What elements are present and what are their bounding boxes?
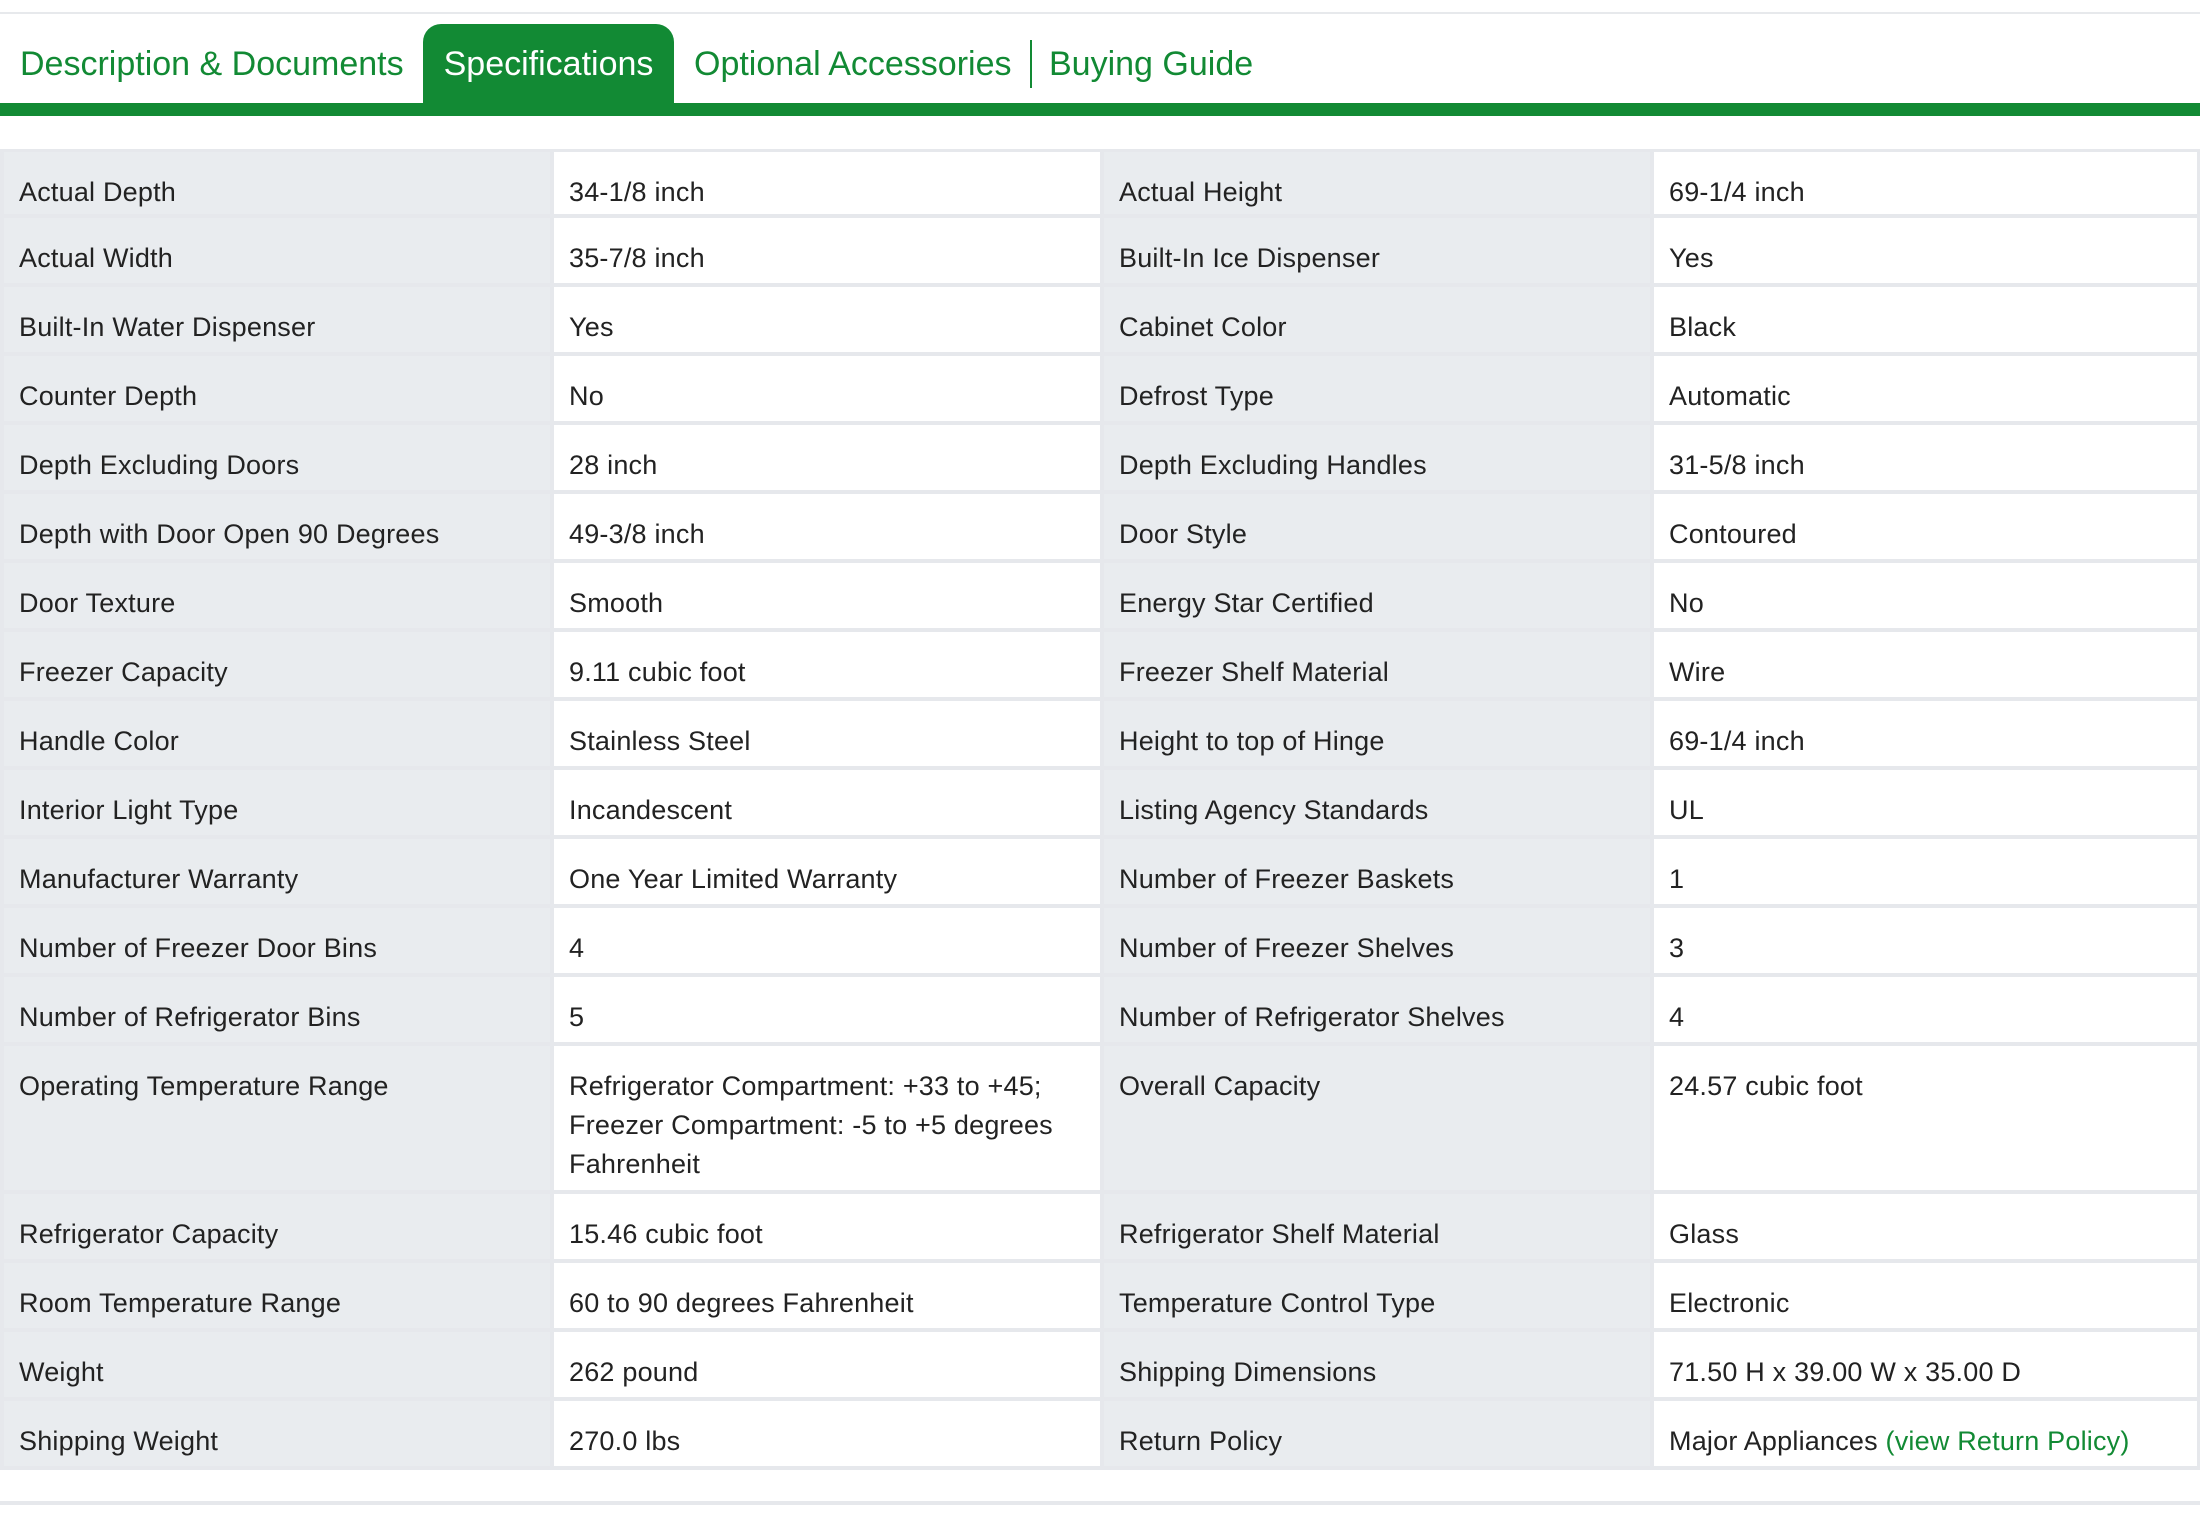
spec-value-text: No xyxy=(1669,588,1704,618)
spec-label-text: Number of Freezer Baskets xyxy=(1119,864,1455,894)
spec-label xyxy=(1100,287,1650,356)
spec-label xyxy=(1100,218,1650,287)
spec-value xyxy=(550,1263,1100,1332)
spec-label-text: Actual Depth xyxy=(19,177,176,207)
spec-row xyxy=(0,1263,2200,1332)
spec-value xyxy=(1650,218,2200,287)
spec-label xyxy=(1100,1194,1650,1263)
spec-value xyxy=(1650,563,2200,632)
spec-row xyxy=(0,1401,2200,1470)
spec-label-text: Built-In Ice Dispenser xyxy=(1119,243,1381,273)
spec-label-text: Actual Height xyxy=(1119,177,1283,207)
spec-value-text: 71.50 H x 39.00 W x 35.00 D xyxy=(1669,1357,2022,1387)
spec-value xyxy=(1650,1263,2200,1332)
spec-label xyxy=(0,1401,550,1470)
tab-underline-bar xyxy=(0,103,2200,116)
spec-value xyxy=(1650,632,2200,701)
spec-value xyxy=(550,839,1100,908)
spec-row xyxy=(0,149,2200,218)
spec-row xyxy=(0,632,2200,701)
spec-value-text: Wire xyxy=(1669,657,1726,687)
spec-label-text: Return Policy xyxy=(1119,1426,1283,1456)
spec-label xyxy=(1100,356,1650,425)
spec-label xyxy=(0,632,550,701)
spec-value xyxy=(1650,356,2200,425)
spec-value-text: One Year Limited Warranty xyxy=(569,864,898,894)
spec-value-text: Yes xyxy=(569,312,614,342)
spec-label-text: Depth Excluding Handles xyxy=(1119,450,1427,480)
spec-label xyxy=(1100,1046,1650,1194)
spec-value xyxy=(550,1194,1100,1263)
spec-label-text: Door Style xyxy=(1119,519,1248,549)
spec-label xyxy=(1100,701,1650,770)
spec-label xyxy=(0,563,550,632)
spec-label-text: Door Texture xyxy=(19,588,176,618)
spec-row xyxy=(0,218,2200,287)
spec-value-text: Smooth xyxy=(569,588,664,618)
spec-value xyxy=(550,425,1100,494)
spec-value xyxy=(550,977,1100,1046)
spec-label xyxy=(0,839,550,908)
spec-value xyxy=(1650,908,2200,977)
spec-label-text: Counter Depth xyxy=(19,381,198,411)
spec-value-text: 49-3/8 inch xyxy=(569,519,705,549)
bottom-divider xyxy=(0,1501,2200,1505)
spec-label-text: Operating Temperature Range xyxy=(19,1071,389,1101)
spec-value xyxy=(550,287,1100,356)
spec-label xyxy=(0,1263,550,1332)
spec-value-text: Black xyxy=(1669,312,1737,342)
tab-buying-guide[interactable]: Buying Guide xyxy=(1049,45,1254,83)
spec-value xyxy=(550,1332,1100,1401)
spec-label xyxy=(1100,494,1650,563)
spec-label xyxy=(0,908,550,977)
tab-specifications[interactable]: Specifications xyxy=(423,24,674,104)
spec-value-text: 34-1/8 inch xyxy=(569,177,705,207)
spec-row xyxy=(0,770,2200,839)
spec-value-text: 24.57 cubic foot xyxy=(1669,1071,1863,1101)
spec-label-text: Overall Capacity xyxy=(1119,1071,1321,1101)
spec-value-text: 28 inch xyxy=(569,450,658,480)
spec-label-text: Number of Freezer Shelves xyxy=(1119,933,1455,963)
spec-value-text: 5 xyxy=(569,1002,585,1032)
spec-value xyxy=(1650,1401,2200,1470)
spec-row xyxy=(0,977,2200,1046)
top-divider xyxy=(0,12,2200,14)
spec-value xyxy=(550,356,1100,425)
spec-value xyxy=(1650,425,2200,494)
spec-value-text: Stainless Steel xyxy=(569,726,751,756)
spec-label xyxy=(0,1046,550,1194)
spec-value-text: Yes xyxy=(1669,243,1714,273)
tab-divider xyxy=(1030,40,1032,88)
tab-description-documents[interactable]: Description & Documents xyxy=(20,45,404,83)
spec-label-text: Temperature Control Type xyxy=(1119,1288,1436,1318)
spec-label xyxy=(0,1332,550,1401)
tab-bar xyxy=(0,24,2200,104)
spec-value-text: Electronic xyxy=(1669,1288,1790,1318)
spec-value-text: 60 to 90 degrees Fahrenheit xyxy=(569,1288,914,1318)
spec-value-text: No xyxy=(569,381,604,411)
spec-value xyxy=(550,632,1100,701)
spec-value xyxy=(1650,287,2200,356)
spec-value-text: Automatic xyxy=(1669,381,1791,411)
spec-value-text: 4 xyxy=(1669,1002,1685,1032)
spec-row xyxy=(0,1194,2200,1263)
spec-value xyxy=(1650,770,2200,839)
spec-value-text: 31-5/8 inch xyxy=(1669,450,1805,480)
spec-value xyxy=(550,908,1100,977)
spec-label-text: Number of Refrigerator Shelves xyxy=(1119,1002,1505,1032)
spec-value-text: 3 xyxy=(1669,933,1685,963)
spec-label xyxy=(1100,770,1650,839)
spec-value-text: 9.11 cubic foot xyxy=(569,657,746,687)
spec-value-text: Contoured xyxy=(1669,519,1797,549)
spec-value-text: Major Appliances xyxy=(1669,1426,1878,1456)
spec-label xyxy=(1100,1332,1650,1401)
spec-label-text: Refrigerator Shelf Material xyxy=(1119,1219,1440,1249)
spec-row xyxy=(0,839,2200,908)
spec-label xyxy=(1100,908,1650,977)
spec-value-text: 4 xyxy=(569,933,585,963)
spec-row xyxy=(0,908,2200,977)
specifications-table-body xyxy=(0,149,2200,1470)
spec-label xyxy=(1100,632,1650,701)
spec-label-text: Weight xyxy=(19,1357,104,1387)
spec-label-text: Freezer Shelf Material xyxy=(1119,657,1389,687)
spec-value xyxy=(550,218,1100,287)
spec-row xyxy=(0,425,2200,494)
spec-value xyxy=(1650,977,2200,1046)
spec-value xyxy=(550,149,1100,218)
spec-label-text: Shipping Weight xyxy=(19,1426,219,1456)
spec-row xyxy=(0,701,2200,770)
spec-label-text: Number of Refrigerator Bins xyxy=(19,1002,361,1032)
spec-value xyxy=(1650,1046,2200,1194)
spec-row xyxy=(0,1046,2200,1194)
spec-value-text: 15.46 cubic foot xyxy=(569,1219,763,1249)
spec-value-text: 69-1/4 inch xyxy=(1669,726,1805,756)
spec-label xyxy=(0,356,550,425)
spec-label xyxy=(0,1194,550,1263)
spec-value xyxy=(550,770,1100,839)
spec-label-text: Depth Excluding Doors xyxy=(19,450,300,480)
spec-label xyxy=(1100,1263,1650,1332)
spec-value-text: 35-7/8 inch xyxy=(569,243,705,273)
spec-label xyxy=(0,701,550,770)
spec-value xyxy=(1650,1194,2200,1263)
spec-label xyxy=(1100,977,1650,1046)
spec-label xyxy=(0,149,550,218)
spec-value xyxy=(1650,839,2200,908)
spec-value xyxy=(1650,1332,2200,1401)
spec-row xyxy=(0,287,2200,356)
spec-value xyxy=(550,1401,1100,1470)
spec-label xyxy=(0,977,550,1046)
spec-label-text: Defrost Type xyxy=(1119,381,1274,411)
spec-value xyxy=(550,1046,1100,1194)
spec-value xyxy=(1650,494,2200,563)
view-return-policy-link[interactable]: (view Return Policy) xyxy=(1885,1426,2130,1456)
spec-value xyxy=(550,701,1100,770)
spec-label xyxy=(1100,149,1650,218)
spec-label-text: Cabinet Color xyxy=(1119,312,1287,342)
spec-label-text: Actual Width xyxy=(19,243,173,273)
spec-value xyxy=(550,494,1100,563)
spec-row xyxy=(0,356,2200,425)
spec-label-text: Listing Agency Standards xyxy=(1119,795,1429,825)
spec-value-text: 1 xyxy=(1669,864,1685,894)
spec-label xyxy=(0,425,550,494)
spec-label-text: Height to top of Hinge xyxy=(1119,726,1385,756)
spec-label xyxy=(0,770,550,839)
spec-value xyxy=(550,563,1100,632)
spec-label-text: Interior Light Type xyxy=(19,795,239,825)
spec-value-text: Glass xyxy=(1669,1219,1740,1249)
spec-row xyxy=(0,494,2200,563)
spec-row xyxy=(0,1332,2200,1401)
spec-label xyxy=(0,287,550,356)
tab-optional-accessories[interactable]: Optional Accessories xyxy=(694,45,1012,83)
spec-value-text: UL xyxy=(1669,795,1704,825)
spec-value-text: Refrigerator Compartment: +33 to +45; Freezer Compartment: -5 to +5 degrees Fahrenheit xyxy=(569,1071,1053,1179)
spec-label xyxy=(1100,839,1650,908)
spec-label xyxy=(1100,425,1650,494)
spec-label xyxy=(0,494,550,563)
spec-value-text: 69-1/4 inch xyxy=(1669,177,1805,207)
spec-label-text: Refrigerator Capacity xyxy=(19,1219,279,1249)
spec-value-text: Incandescent xyxy=(569,795,733,825)
spec-label xyxy=(0,218,550,287)
specifications-table xyxy=(0,149,2200,1470)
spec-label-text: Depth with Door Open 90 Degrees xyxy=(19,519,440,549)
spec-label-text: Built-In Water Dispenser xyxy=(19,312,316,342)
spec-label-text: Shipping Dimensions xyxy=(1119,1357,1377,1387)
spec-value-text: 270.0 lbs xyxy=(569,1426,681,1456)
spec-label-text: Freezer Capacity xyxy=(19,657,228,687)
spec-label xyxy=(1100,1401,1650,1470)
spec-label xyxy=(1100,563,1650,632)
spec-row xyxy=(0,563,2200,632)
spec-value-text: 262 pound xyxy=(569,1357,699,1387)
spec-value xyxy=(1650,149,2200,218)
spec-label-text: Number of Freezer Door Bins xyxy=(19,933,378,963)
spec-label-text: Energy Star Certified xyxy=(1119,588,1374,618)
spec-label-text: Handle Color xyxy=(19,726,179,756)
spec-label-text: Room Temperature Range xyxy=(19,1288,342,1318)
spec-value xyxy=(1650,701,2200,770)
spec-label-text: Manufacturer Warranty xyxy=(19,864,299,894)
